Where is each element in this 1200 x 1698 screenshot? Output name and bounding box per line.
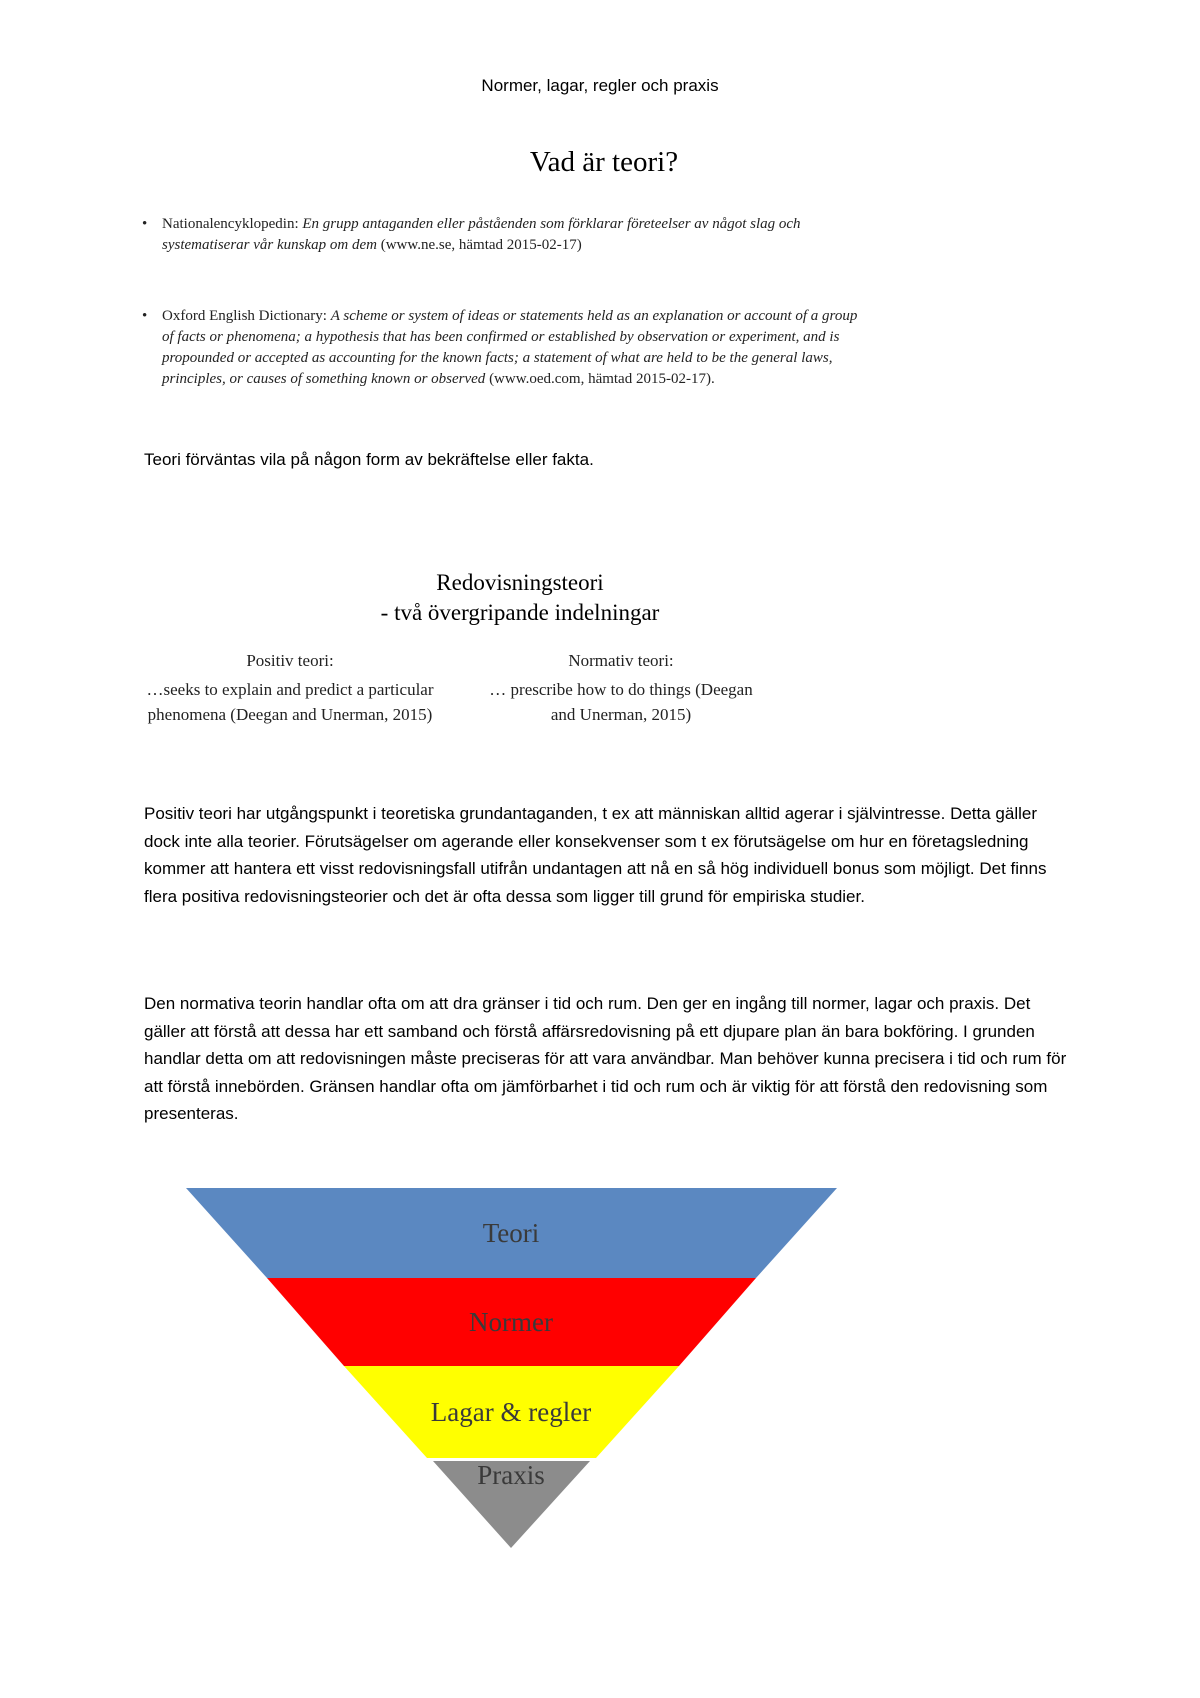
- pyramid-label-praxis: Praxis: [477, 1460, 545, 1490]
- bullet-definition: En grupp antaganden eller påståenden som förklarar företeelser av något slag och systematiserar vår kunskap om dem: [162, 216, 801, 253]
- page-header: Normer, lagar, regler och praxis: [481, 76, 719, 95]
- paragraph-positiv-teori: Positiv teori har utgångspunkt i teoretiska grundantaganden, t ex att människan alltid agerar i självintresse. Detta gäller dock inte alla teorier. Förutsägelser om agerande eller konsekvenser som t ex förutsägelse om hur en företagsledning kommer att hantera ett visst redovisningsfall utifrån undantagen att nå en så hög individuell bonus som möjligt. Det finns flera positiva redovisningsteorier och det är ofta dessa som ligger till grund för empiriska studier.: [144, 804, 1047, 906]
- bullet-citation: (www.oed.com, hämtad 2015-02-17).: [489, 371, 715, 387]
- pyramid-label-teori: Teori: [482, 1218, 540, 1248]
- bullet-dot-icon: •: [142, 216, 148, 232]
- bullet-citation: (www.ne.se, hämtad 2015-02-17): [380, 237, 582, 253]
- bullet-definition: A scheme or system of ideas or statements held as an explanation or account of a group of facts or phenomena; a hypothesis that has been confirmed or established by observation or experiment, and is propounded or accepted as accounting for the known facts; a statement of what are held to be the general laws, principles, or causes of something known or observed: [162, 308, 858, 387]
- paragraph-normativa-teorin: Den normativa teorin handlar ofta om att dra gränser i tid och rum. Den ger en ingång till normer, lagar och praxis. Det gäller att förstå att dessa har ett samband och förstå affärsredovisning på ett djupare plan än bara bokföring. I grunden handlar detta om att redovisningen måste preciseras för att vara användbar. Man behöver kunna precisera i tid och rum för att förstå innebörden. Gränsen handlar ofta om jämförbarhet i tid och rum och är viktig för att förstå den redovisning som presenteras.: [144, 994, 1067, 1124]
- paragraph-teori-forvantas: Teori förväntas vila på någon form av bekräftelse eller fakta.: [144, 450, 594, 469]
- normativ-teori-body: … prescribe how to do things (Deegan and Unerman, 2015): [489, 680, 753, 724]
- bullet-dot-icon: •: [142, 308, 148, 324]
- slide-title-line1: Redovisningsteori: [436, 570, 604, 595]
- bullet-source: Oxford English Dictionary:: [162, 308, 327, 324]
- positiv-teori-heading: Positiv teori:: [246, 651, 334, 670]
- slide-title-vad-ar-teori: Vad är teori?: [529, 146, 679, 178]
- slide-title-line2: - två övergripande indelningar: [380, 600, 660, 625]
- pyramid-label-normer: Normer: [469, 1307, 553, 1337]
- normativ-teori-heading: Normativ teori:: [568, 651, 674, 670]
- bullet-source: Nationalencyklopedin:: [162, 216, 299, 232]
- positiv-teori-body: …seeks to explain and predict a particular phenomena (Deegan and Unerman, 2015): [146, 680, 434, 724]
- pyramid-label-lagar-regler: Lagar & regler: [430, 1397, 592, 1427]
